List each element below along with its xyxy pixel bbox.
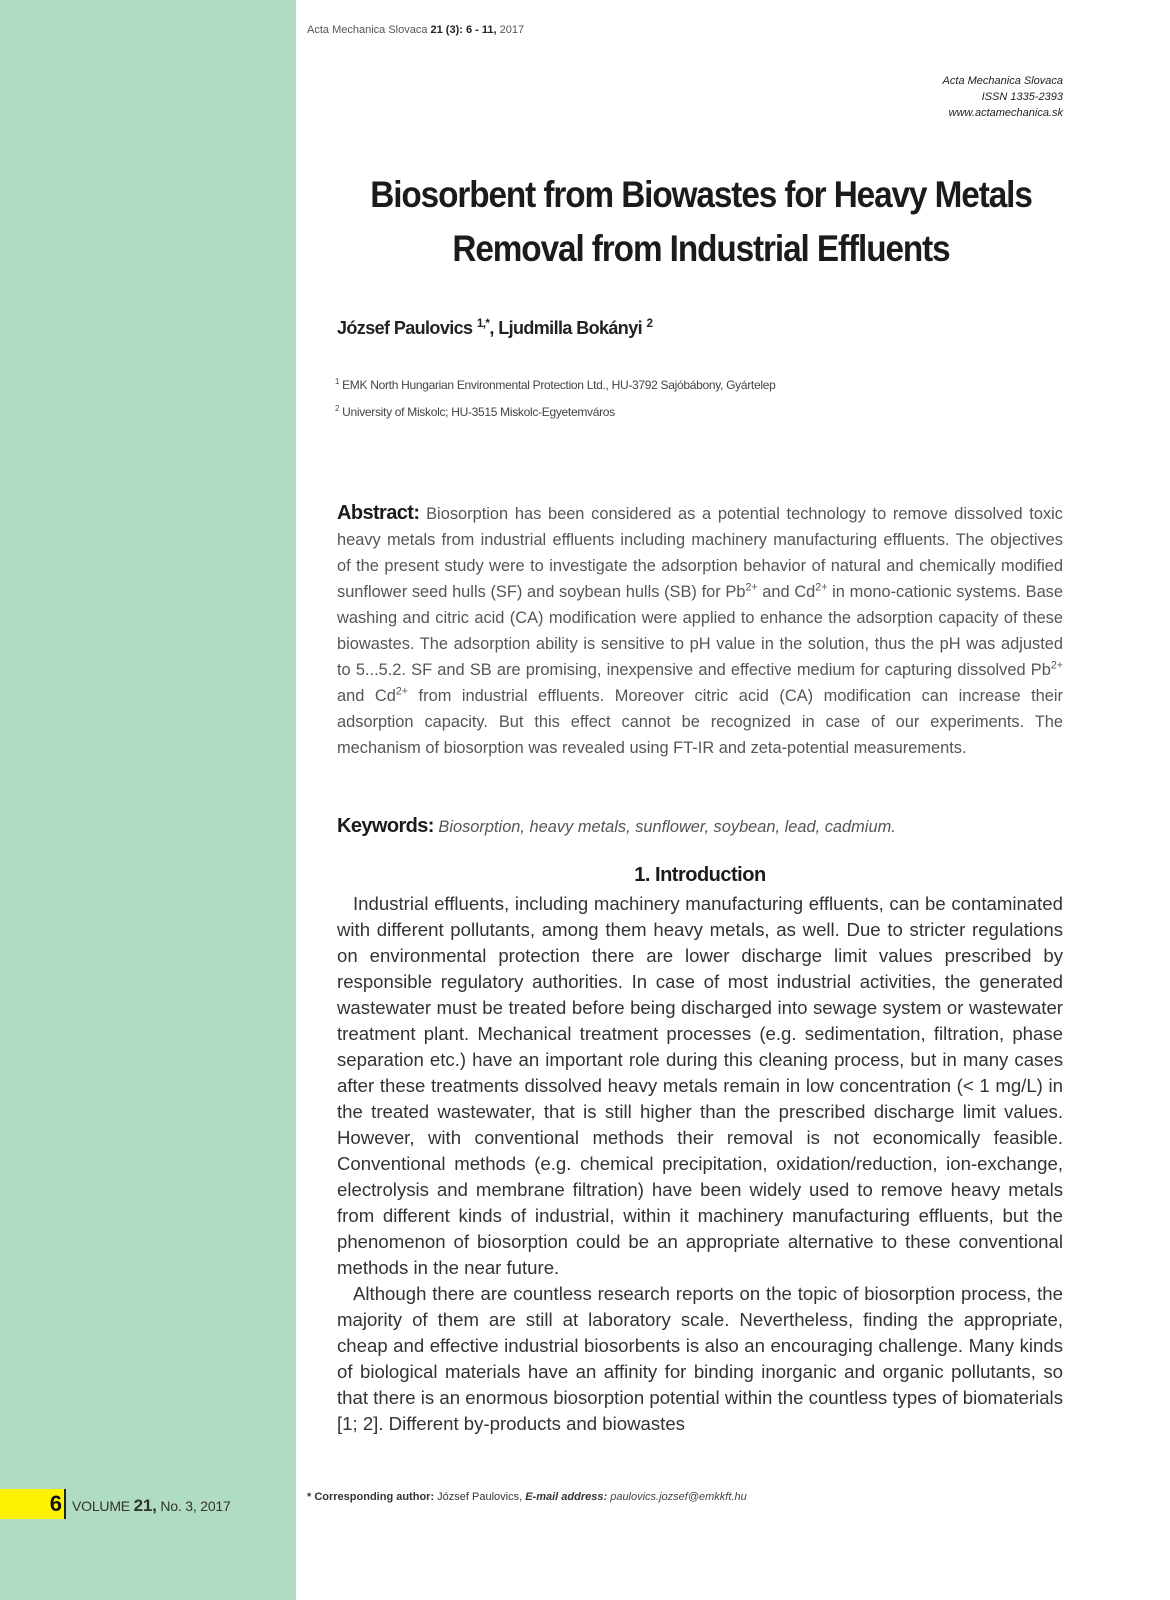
footnote-email-label: E-mail address: bbox=[525, 1491, 608, 1503]
section-heading-introduction: 1. Introduction bbox=[634, 864, 766, 886]
affiliation-2 bbox=[335, 405, 615, 419]
volume-number: 21, bbox=[133, 1496, 157, 1515]
affiliation-1-num: 1 bbox=[335, 377, 340, 386]
author-1-affil: 1,* bbox=[476, 317, 490, 330]
affiliation-1-text: EMK North Hungarian Environmental Protection Ltd., HU-3792 Sajóbábony, Gyártelep bbox=[342, 378, 776, 392]
keywords-label: Keywords: bbox=[337, 815, 434, 837]
running-head bbox=[307, 24, 524, 36]
running-head-year: 2017 bbox=[499, 24, 525, 36]
author-separator: , bbox=[489, 318, 494, 338]
title-line-1: Biosorbent from Biowastes for Heavy Metals bbox=[370, 174, 1032, 215]
abstract-text-5: from industrial effluents. Moreover citric acid (CA) modification can increase their adsorption capacity. But this effect cannot be recognized in case of our experiments. The mechanism of biosorption was revealed using FT-IR and zeta-potential measurements. bbox=[337, 687, 1063, 757]
keywords-value: Biosorption, heavy metals, sunflower, soybean, lead, cadmium. bbox=[438, 818, 896, 836]
journal-info bbox=[943, 73, 1063, 121]
journal-issn: ISSN 1335-2393 bbox=[981, 91, 1063, 103]
abstract-sup-3: 2+ bbox=[1050, 659, 1063, 672]
abstract-label: Abstract: bbox=[337, 502, 420, 524]
introduction-paragraph-1: Industrial effluents, including machinery manufacturing effluents, can be contaminated with different pollutants, among them heavy metals, as well. Due to stricter regulations on environmental protection there are lower discharge limit values prescribed by responsible regulatory authorities. In case of most industrial activities, the generated wastewater must be treated before being discharged into sewage system or wastewater treatment plant. Mechanical treatment processes (e.g. sedimentation, filtration, phase separation etc.) have an important role during this cleaning process, but in many cases after these treatments dissolved heavy metals remain in low concentration (< 1 mg/L) in the treated wastewater, that is still higher than the prescribed discharge limit values. However, with conventional methods their removal is not economically feasible. Conventional methods (e.g. chemical precipitation, oxidation/reduction, ion-exchange, electrolysis and membrane filtration) have been widely used to remove heavy metals from different kinds of industrial, within it machinery manufacturing effluents, but the phenomenon of biosorption could be an appropriate alternative to these conventional methods in the near future. bbox=[337, 893, 1063, 1278]
keywords bbox=[337, 815, 896, 838]
left-sidebar bbox=[0, 0, 296, 1600]
volume-label bbox=[72, 1496, 231, 1516]
title-line-2: Removal from Industrial Effluents bbox=[452, 228, 950, 269]
affiliation-2-text: University of Miskolc; HU-3515 Miskolc-Egyetemváros bbox=[342, 405, 615, 419]
corresponding-author-footnote bbox=[307, 1491, 747, 1503]
issue-text: No. 3, 2017 bbox=[160, 1498, 231, 1514]
author-2: Ljudmilla Bokányi bbox=[498, 318, 643, 338]
abstract-sup-2: 2+ bbox=[815, 581, 828, 594]
authors bbox=[337, 318, 652, 339]
volume-text: VOLUME bbox=[72, 1498, 130, 1514]
abstract-text-1: Biosorption has been considered as a potential technology to remove dissolved toxic heavy metals from industrial effluents including machinery manufacturing effluents. The objectives of the present study were to investigate the adsorption behavior of natural and chemically modified sunflower seed hulls (SF) and soybean hulls (SB) for Pb bbox=[337, 505, 1064, 601]
author-1: József Paulovics bbox=[337, 318, 473, 338]
abstract-text-4: and Cd bbox=[337, 687, 396, 705]
introduction-body bbox=[337, 891, 1063, 1437]
abstract-text-3: in mono-cationic systems. Base washing and citric acid (CA) modification were applied to enhance the adsorption capacity of these biowastes. The adsorption ability is sensitive to pH value in the solution, thus the pH was adjusted to 5...5.2. SF and SB are promising, inexpensive and effective medium for capturing dissolved Pb bbox=[337, 583, 1063, 679]
author-2-affil: 2 bbox=[646, 317, 653, 330]
paper-title bbox=[346, 168, 1057, 276]
introduction-paragraph-2: Although there are countless research reports on the topic of biosorption process, the majority of them are still at laboratory scale. Nevertheless, finding the appropriate, cheap and effective industrial biosorbents is also an encouraging challenge. Many kinds of biological materials have an affinity for binding inorganic and organic pollutants, so that there is an enormous biosorption potential within the countless types of biomaterials [1; 2]. Different by-products and biowastes bbox=[337, 1283, 1063, 1434]
abstract-sup-1: 2+ bbox=[745, 581, 758, 594]
affiliation-1 bbox=[335, 378, 775, 392]
abstract-text-2: and Cd bbox=[757, 583, 816, 601]
journal-name: Acta Mechanica Slovaca bbox=[942, 75, 1063, 87]
journal-url: www.actamechanica.sk bbox=[948, 107, 1063, 119]
abstract bbox=[337, 500, 1063, 761]
footnote-author: József Paulovics, bbox=[437, 1491, 523, 1503]
footnote-email[interactable]: paulovics.jozsef@emkkft.hu bbox=[610, 1491, 747, 1503]
footnote-label: * Corresponding author: bbox=[307, 1491, 435, 1503]
running-head-citation: 21 (3): 6 - 11, bbox=[430, 24, 497, 36]
running-head-journal: Acta Mechanica Slovaca bbox=[307, 24, 428, 36]
abstract-sup-4: 2+ bbox=[395, 685, 409, 698]
affiliation-2-num: 2 bbox=[335, 404, 340, 413]
page-number: 6 bbox=[49, 1491, 62, 1516]
